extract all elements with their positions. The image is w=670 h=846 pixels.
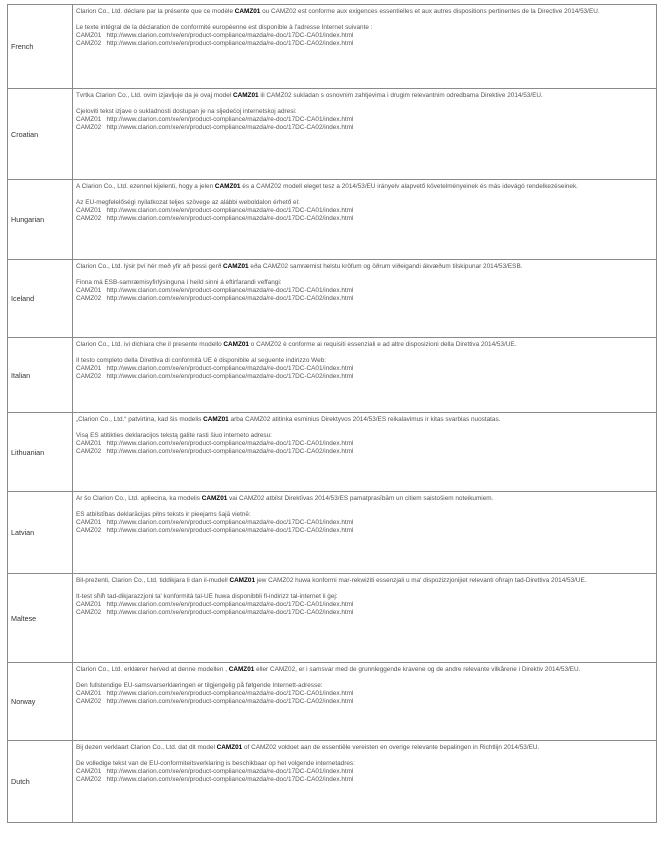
model-name: CAMZ01	[233, 92, 259, 99]
paragraph-gap	[76, 585, 653, 593]
statement-text: Clarion Co., Ltd. ivi dichiara che il presente modello	[76, 341, 224, 348]
model-name: CAMZ01	[234, 8, 261, 15]
language-cell: Lithuanian	[8, 413, 73, 492]
model-name: CAMZ01	[216, 744, 243, 751]
paragraph-gap	[76, 191, 653, 199]
statement-text: A Clarion Co., Ltd. ezennel kijelenti, hogy a jelen	[76, 183, 215, 190]
declaration-url: CAMZ01 http://www.clarion.com/xe/en/product-compliance/mazda/re-doc/17DC-CA01/index.html	[76, 207, 354, 215]
declaration-url: CAMZ02 http://www.clarion.com/xe/en/product-compliance/mazda/re-doc/17DC-CA02/index.html	[76, 698, 354, 706]
declaration-table	[7, 4, 657, 823]
full-text-info: ES atbilstības deklarācijas pilns teksts ir pieejams šajā vietnē:	[76, 511, 251, 519]
conformity-statement	[76, 744, 653, 752]
model-name: CAMZ01	[229, 577, 256, 584]
language-cell: Croatian	[8, 89, 73, 180]
paragraph-gap	[76, 16, 653, 24]
conformity-statement	[76, 666, 653, 674]
statement-text: o CAMZ02 è conforme ai requisiti essenziali e ad altre disposizioni della Direttiva 2014/53/UE.	[249, 341, 517, 348]
declaration-text-cell	[73, 492, 657, 574]
full-text-info: Le texte intégral de la déclaration de conformité européenne est disponible à l'adresse Internet suivante :	[76, 24, 373, 32]
statement-text: eða CAMZ02 samræmist helstu kröfum og öðrum viðeigandi ákvæðum tilskipunar 2014/53/ESB.	[248, 263, 523, 270]
statement-text: eller CAMZ02, er i samsvar med de grunnleggende kravene og de andre relevante vilkårene i Direktiv 2014/53/EU.	[254, 666, 581, 673]
language-cell: French	[8, 5, 73, 89]
language-cell: Dutch	[8, 741, 73, 823]
language-cell: Latvian	[8, 492, 73, 574]
full-text-info: Den fullstendige EU-samsvarserklæringen er tilgjengelig på følgende Internett-adresse:	[76, 682, 323, 690]
language-cell: Italian	[8, 338, 73, 413]
language-cell: Iceland	[8, 260, 73, 338]
declaration-url: CAMZ01 http://www.clarion.com/xe/en/product-compliance/mazda/re-doc/17DC-CA01/index.html	[76, 519, 354, 527]
conformity-statement	[76, 416, 653, 424]
declaration-text-cell	[73, 180, 657, 260]
language-cell: Hungarian	[8, 180, 73, 260]
declaration-row	[8, 741, 657, 823]
model-name: CAMZ01	[214, 183, 241, 190]
paragraph-gap	[76, 271, 653, 279]
statement-text: Clarion Co., Ltd. erklærer herved at denne modellen ,	[76, 666, 229, 673]
declaration-row	[8, 338, 657, 413]
declaration-row	[8, 574, 657, 663]
full-text-info: De volledige tekst van de EU-conformiteitsverklaring is beschikbaar op het volgende internetadres:	[76, 760, 355, 768]
model-name: CAMZ01	[201, 495, 228, 502]
paragraph-gap	[76, 424, 653, 432]
declaration-url: CAMZ02 http://www.clarion.com/xe/en/product-compliance/mazda/re-doc/17DC-CA02/index.html	[76, 776, 354, 784]
declaration-text-cell	[73, 5, 657, 89]
declaration-url: CAMZ02 http://www.clarion.com/xe/en/product-compliance/mazda/re-doc/17DC-CA02/index.html	[76, 124, 354, 132]
declaration-url: CAMZ01 http://www.clarion.com/xe/en/product-compliance/mazda/re-doc/17DC-CA01/index.html	[76, 32, 354, 40]
declaration-url: CAMZ02 http://www.clarion.com/xe/en/product-compliance/mazda/re-doc/17DC-CA02/index.html	[76, 609, 354, 617]
declaration-row	[8, 492, 657, 574]
declaration-row	[8, 663, 657, 741]
full-text-info: Visą ES atitikties deklaracijos tekstą galite rasti šiuo interneto adresu:	[76, 432, 272, 440]
declaration-text-cell	[73, 663, 657, 741]
statement-text: of CAMZ02 voldoet aan de essentiële vereisten en overige relevante bepalingen in Richtlijn 2014/53/EU.	[242, 744, 540, 751]
conformity-statement	[76, 577, 653, 585]
declaration-text-cell	[73, 89, 657, 180]
statement-text: ili CAMZ02 sukladan s osnovnim zahtjevima i drugim relevantnim odredbama Direktive 2014/53/EU.	[258, 92, 543, 99]
declaration-text-cell	[73, 338, 657, 413]
declaration-row	[8, 413, 657, 492]
declaration-text-cell	[73, 260, 657, 338]
statement-text: Tvrtka Clarion Co., Ltd. ovim izjavljuje da je ovaj model	[76, 92, 233, 99]
model-name: CAMZ01	[223, 341, 249, 348]
declaration-text-cell	[73, 574, 657, 663]
conformity-statement	[76, 341, 653, 349]
conformity-statement	[76, 495, 653, 503]
declaration-table-body	[8, 5, 657, 823]
model-name: CAMZ01	[228, 666, 255, 673]
declaration-url: CAMZ02 http://www.clarion.com/xe/en/product-compliance/mazda/re-doc/17DC-CA02/index.html	[76, 40, 354, 48]
paragraph-gap	[76, 349, 653, 357]
paragraph-gap	[76, 503, 653, 511]
declaration-row	[8, 260, 657, 338]
declaration-url: CAMZ02 http://www.clarion.com/xe/en/product-compliance/mazda/re-doc/17DC-CA02/index.html	[76, 527, 354, 535]
paragraph-gap	[76, 100, 653, 108]
declaration-text-cell	[73, 741, 657, 823]
statement-text: és a CAMZ02 modell eleget tesz a 2014/53/EU irányelv alapvető követelményeinek és más idevágó rendelkezéseinek.	[240, 183, 578, 190]
declaration-url: CAMZ01 http://www.clarion.com/xe/en/product-compliance/mazda/re-doc/17DC-CA01/index.html	[76, 690, 354, 698]
statement-text: Bil-preżenti, Clarion Co., Ltd. tiddikjara li dan il-mudell	[76, 577, 230, 584]
full-text-info: Az EU-megfelelőségi nyilatkozat teljes szövege az alábbi weboldalon érhető el:	[76, 199, 300, 207]
declaration-url: CAMZ01 http://www.clarion.com/xe/en/product-compliance/mazda/re-doc/17DC-CA01/index.html	[76, 601, 354, 609]
statement-text: arba CAMZ02 atitinka esminius Direktyvos 2014/53/ES reikalavimus ir kitas svarbias nuostatas.	[228, 416, 501, 423]
language-cell: Norway	[8, 663, 73, 741]
conformity-statement	[76, 263, 653, 271]
full-text-info: Finna má ESB-samræmisyfirlýsinguna í heild sinni á eftirfarandi veffangi:	[76, 279, 282, 287]
declaration-url: CAMZ01 http://www.clarion.com/xe/en/product-compliance/mazda/re-doc/17DC-CA01/index.html	[76, 440, 354, 448]
declaration-url: CAMZ02 http://www.clarion.com/xe/en/product-compliance/mazda/re-doc/17DC-CA02/index.html	[76, 373, 354, 381]
declaration-row	[8, 89, 657, 180]
full-text-info: Il testo completo della Direttiva di conformità UE è disponibile al seguente indirizzo Web:	[76, 357, 326, 365]
declaration-url: CAMZ01 http://www.clarion.com/xe/en/product-compliance/mazda/re-doc/17DC-CA01/index.html	[76, 768, 354, 776]
statement-text: ou CAMZ02 est conforme aux exigences essentielles et aux autres dispositions pertinentes de la Directive 2014/53/EU.	[260, 8, 600, 15]
declaration-url: CAMZ01 http://www.clarion.com/xe/en/product-compliance/mazda/re-doc/17DC-CA01/index.html	[76, 365, 354, 373]
model-name: CAMZ01	[223, 263, 249, 270]
declaration-row	[8, 5, 657, 89]
declaration-url: CAMZ01 http://www.clarion.com/xe/en/product-compliance/mazda/re-doc/17DC-CA01/index.html	[76, 116, 354, 124]
statement-text: Ar šo Clarion Co., Ltd. apliecina, ka modelis	[76, 495, 202, 502]
declaration-row	[8, 180, 657, 260]
statement-text: Clarion Co., Ltd. lýsir því hér með yfir að þessi gerð	[76, 263, 224, 270]
statement-text: jew CAMZ02 huwa konformi mar-rekwiżiti essenzjali u ma' dispożizzjonijiet relevanti oħrajn tad-Direttiva 2014/53/UE.	[255, 577, 587, 584]
declaration-text-cell	[73, 413, 657, 492]
statement-text: vai CAMZ02 atbilst Direktīvas 2014/53/ES pamatprasībām un citiem saistošiem noteikumiem.	[227, 495, 494, 502]
declaration-url: CAMZ02 http://www.clarion.com/xe/en/product-compliance/mazda/re-doc/17DC-CA02/index.html	[76, 215, 354, 223]
statement-text: Bij dezen verklaart Clarion Co., Ltd. dat dit model	[76, 744, 217, 751]
declaration-url: CAMZ02 http://www.clarion.com/xe/en/product-compliance/mazda/re-doc/17DC-CA02/index.html	[76, 448, 354, 456]
statement-text: „Clarion Co., Ltd.“ patvirtina, kad šis modelis	[76, 416, 204, 423]
paragraph-gap	[76, 752, 653, 760]
model-name: CAMZ01	[203, 416, 229, 423]
language-cell: Maltese	[8, 574, 73, 663]
conformity-statement	[76, 92, 653, 100]
conformity-statement	[76, 8, 653, 16]
full-text-info: It-test sħiħ tad-dikjarazzjoni ta' konformità tal-UE huwa disponibbli fl-indirizz tal-internet li ġej:	[76, 593, 338, 601]
declaration-url: CAMZ01 http://www.clarion.com/xe/en/product-compliance/mazda/re-doc/17DC-CA01/index.html	[76, 287, 354, 295]
declaration-url: CAMZ02 http://www.clarion.com/xe/en/product-compliance/mazda/re-doc/17DC-CA02/index.html	[76, 295, 354, 303]
statement-text: Clarion Co., Ltd. déclare par la présente que ce modèle	[76, 8, 235, 15]
full-text-info: Cjeloviti tekst izjave o sukladnosti dostupan je na sljedećoj internetskoj adresi:	[76, 108, 297, 116]
conformity-statement	[76, 183, 653, 191]
paragraph-gap	[76, 674, 653, 682]
